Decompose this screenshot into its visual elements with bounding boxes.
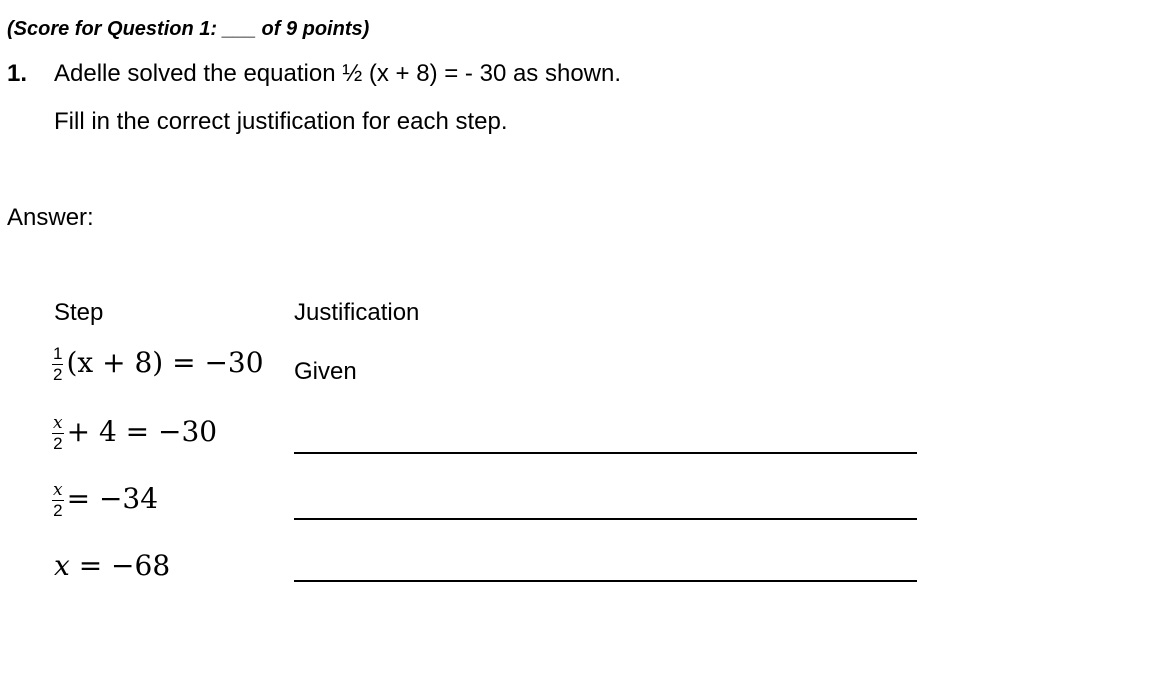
step-row-4 [54, 549, 170, 582]
fraction-numerator: x [53, 413, 63, 433]
fraction [52, 413, 64, 454]
step-expression: = −68 [69, 549, 171, 582]
score-header: (Score for Question 1: ___ of 9 points) [7, 18, 370, 40]
answer-label: Answer: [7, 204, 94, 231]
fraction-denominator: 2 [53, 501, 63, 520]
justification-blank-row-4[interactable] [294, 580, 917, 582]
question-instruction: Fill in the correct justification for each step. [54, 108, 508, 135]
step-expression: = −34 [66, 482, 159, 515]
justification-given: Given [294, 358, 357, 385]
fraction [52, 480, 64, 521]
justification-blank-row-2[interactable] [294, 452, 917, 454]
step-row-1 [52, 344, 264, 385]
justification-blank-row-3[interactable] [294, 518, 917, 520]
fraction-numerator: x [53, 480, 63, 500]
step-row-2 [52, 413, 217, 454]
step-column-header: Step [54, 299, 104, 326]
step-expression: + 4 = −30 [66, 415, 218, 448]
question-text: Adelle solved the equation ½ (x + 8) = - 30 as shown. [54, 60, 622, 87]
step-expression: (x + 8) = −30 [66, 346, 264, 379]
fraction-numerator: 1 [53, 344, 63, 363]
fraction [52, 344, 63, 385]
fraction-denominator: 2 [53, 434, 63, 453]
step-variable: x [54, 549, 70, 582]
fraction-denominator: 2 [53, 365, 63, 384]
step-row-3 [52, 480, 158, 521]
question-number: 1. [7, 60, 28, 87]
justification-column-header: Justification [294, 299, 420, 326]
